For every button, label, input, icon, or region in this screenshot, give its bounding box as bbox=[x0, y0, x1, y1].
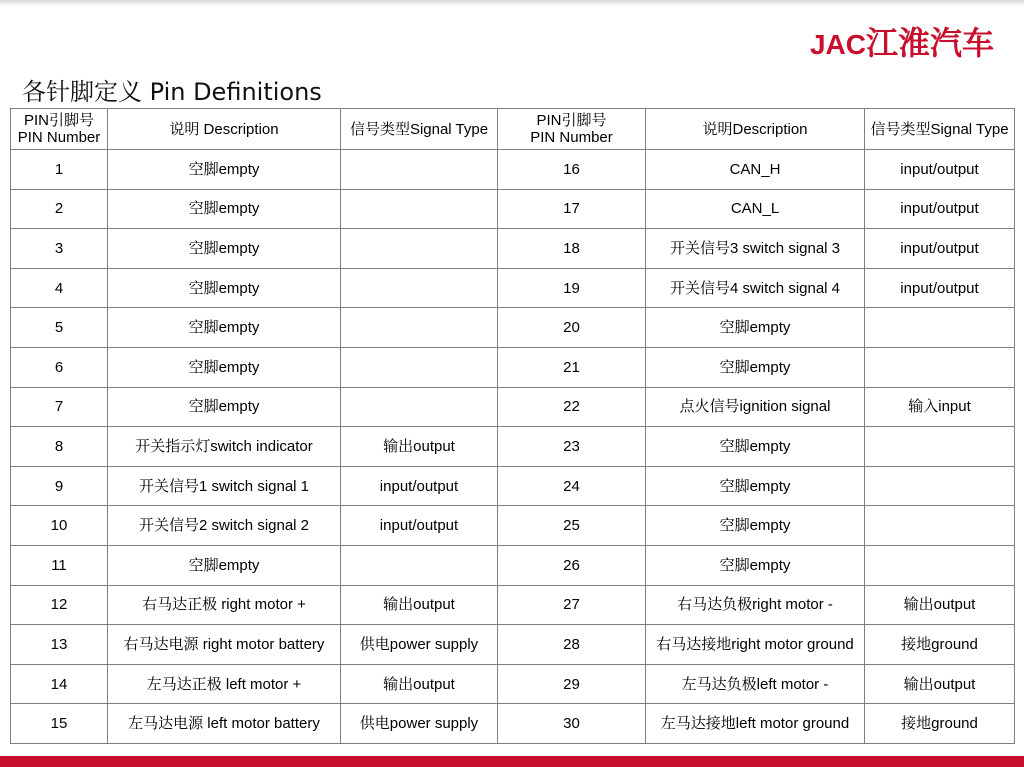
table-cell: 输出output bbox=[341, 585, 498, 625]
table-cell: 3 bbox=[11, 229, 108, 269]
table-cell: 开关信号2 switch signal 2 bbox=[108, 506, 341, 546]
table-cell: 空脚empty bbox=[108, 308, 341, 348]
table-cell bbox=[341, 229, 498, 269]
table-cell: 供电power supply bbox=[341, 704, 498, 744]
table-cell: 16 bbox=[498, 150, 646, 190]
table-row bbox=[11, 347, 1015, 387]
table-cell: 28 bbox=[498, 625, 646, 665]
table-cell: input/output bbox=[865, 229, 1015, 269]
table-cell: 点火信号ignition signal bbox=[646, 387, 865, 427]
table-cell: 30 bbox=[498, 704, 646, 744]
table-cell bbox=[341, 308, 498, 348]
table-cell: 1 bbox=[11, 150, 108, 190]
brand-logo bbox=[810, 18, 994, 64]
table-row bbox=[11, 466, 1015, 506]
table-cell: 4 bbox=[11, 268, 108, 308]
table-cell: input/output bbox=[341, 506, 498, 546]
table-cell: 27 bbox=[498, 585, 646, 625]
page-title: 各针脚定义 Pin Definitions bbox=[22, 78, 322, 106]
table-cell: 6 bbox=[11, 347, 108, 387]
table-cell: 空脚empty bbox=[646, 506, 865, 546]
table-cell: 空脚empty bbox=[108, 387, 341, 427]
table-cell: 空脚empty bbox=[646, 466, 865, 506]
table-cell bbox=[341, 150, 498, 190]
column-header bbox=[11, 109, 108, 150]
column-header-line1: 信号类型Signal Type bbox=[349, 120, 489, 138]
table-header-row bbox=[11, 109, 1015, 150]
table-cell: 空脚empty bbox=[646, 427, 865, 467]
table-cell: CAN_L bbox=[646, 189, 865, 229]
table-cell: 13 bbox=[11, 625, 108, 665]
table-cell: 24 bbox=[498, 466, 646, 506]
table-cell: 左马达负极left motor - bbox=[646, 664, 865, 704]
column-header bbox=[865, 109, 1015, 150]
table-cell: 接地ground bbox=[865, 704, 1015, 744]
table-cell: 17 bbox=[498, 189, 646, 229]
table-cell: 29 bbox=[498, 664, 646, 704]
table-cell: 空脚empty bbox=[108, 189, 341, 229]
table-cell bbox=[865, 506, 1015, 546]
table-row bbox=[11, 625, 1015, 665]
table-cell: 15 bbox=[11, 704, 108, 744]
table-cell: 左马达接地left motor ground bbox=[646, 704, 865, 744]
table-cell: 5 bbox=[11, 308, 108, 348]
table-cell: 12 bbox=[11, 585, 108, 625]
table-cell: input/output bbox=[865, 150, 1015, 190]
table-cell: 空脚empty bbox=[108, 150, 341, 190]
table-cell bbox=[865, 347, 1015, 387]
table-cell bbox=[865, 308, 1015, 348]
table-cell: 14 bbox=[11, 664, 108, 704]
table-cell: input/output bbox=[341, 466, 498, 506]
table-cell bbox=[341, 347, 498, 387]
table-cell: 11 bbox=[11, 545, 108, 585]
table-row bbox=[11, 308, 1015, 348]
table-row bbox=[11, 506, 1015, 546]
table-row bbox=[11, 387, 1015, 427]
table-cell bbox=[865, 466, 1015, 506]
table-row bbox=[11, 545, 1015, 585]
brand-chinese: 江淮汽车 bbox=[865, 24, 994, 62]
table-cell bbox=[865, 427, 1015, 467]
table-cell: 25 bbox=[498, 506, 646, 546]
table-cell: 左马达电源 left motor battery bbox=[108, 704, 341, 744]
table-cell: 左马达正极 left motor + bbox=[108, 664, 341, 704]
table-row bbox=[11, 664, 1015, 704]
table-cell: input/output bbox=[865, 189, 1015, 229]
table-cell bbox=[341, 387, 498, 427]
column-header-line1: 说明Description bbox=[702, 120, 808, 138]
table-cell: 供电power supply bbox=[341, 625, 498, 665]
table-cell: 输出output bbox=[341, 664, 498, 704]
table-cell: 右马达负极right motor - bbox=[646, 585, 865, 625]
column-header bbox=[646, 109, 865, 150]
top-rule bbox=[0, 0, 1024, 6]
bottom-bar bbox=[0, 756, 1024, 767]
column-header bbox=[498, 109, 646, 150]
table-cell: 输出output bbox=[341, 427, 498, 467]
table-cell: CAN_H bbox=[646, 150, 865, 190]
table-cell: 输出output bbox=[865, 585, 1015, 625]
column-header bbox=[341, 109, 498, 150]
table-cell: 开关信号3 switch signal 3 bbox=[646, 229, 865, 269]
table-cell: 空脚empty bbox=[108, 545, 341, 585]
column-header-line1: 说明 Description bbox=[169, 120, 279, 138]
table-cell: 22 bbox=[498, 387, 646, 427]
table-cell: 21 bbox=[498, 347, 646, 387]
table-cell: 空脚empty bbox=[646, 545, 865, 585]
brand-latin: JAC bbox=[809, 29, 866, 60]
table-cell bbox=[865, 545, 1015, 585]
table-cell: 空脚empty bbox=[108, 347, 341, 387]
table-row bbox=[11, 585, 1015, 625]
table-row bbox=[11, 189, 1015, 229]
table-row bbox=[11, 229, 1015, 269]
table-cell: 右马达接地right motor ground bbox=[646, 625, 865, 665]
table-row bbox=[11, 150, 1015, 190]
table-cell bbox=[341, 189, 498, 229]
table-body bbox=[11, 150, 1015, 744]
table-cell: 空脚empty bbox=[108, 268, 341, 308]
column-header-line2: PIN Number bbox=[17, 129, 101, 146]
table-cell: 空脚empty bbox=[646, 308, 865, 348]
table-cell: 开关信号1 switch signal 1 bbox=[108, 466, 341, 506]
table-cell: 10 bbox=[11, 506, 108, 546]
table-cell: input/output bbox=[865, 268, 1015, 308]
column-header-line2: PIN Number bbox=[530, 129, 613, 146]
table-cell: 19 bbox=[498, 268, 646, 308]
table-cell: 开关信号4 switch signal 4 bbox=[646, 268, 865, 308]
table-row bbox=[11, 704, 1015, 744]
table-cell bbox=[341, 268, 498, 308]
table-cell: 输入input bbox=[865, 387, 1015, 427]
pin-definition-table bbox=[10, 108, 1015, 744]
table-cell: 空脚empty bbox=[108, 229, 341, 269]
table-cell: 开关指示灯switch indicator bbox=[108, 427, 341, 467]
column-header bbox=[108, 109, 341, 150]
table-cell: 接地ground bbox=[865, 625, 1015, 665]
table-cell: 9 bbox=[11, 466, 108, 506]
table-cell: 右马达正极 right motor + bbox=[108, 585, 341, 625]
table-cell: 8 bbox=[11, 427, 108, 467]
table-cell: 空脚empty bbox=[646, 347, 865, 387]
table-cell: 7 bbox=[11, 387, 108, 427]
table-cell: 23 bbox=[498, 427, 646, 467]
column-header-line1: 信号类型Signal Type bbox=[870, 120, 1009, 138]
table-cell: 20 bbox=[498, 308, 646, 348]
column-header-line1: PIN引脚号 bbox=[23, 112, 94, 129]
table-cell: 输出output bbox=[865, 664, 1015, 704]
table-row bbox=[11, 427, 1015, 467]
table-cell: 18 bbox=[498, 229, 646, 269]
table-row bbox=[11, 268, 1015, 308]
column-header-line1: PIN引脚号 bbox=[536, 112, 607, 129]
table-cell: 26 bbox=[498, 545, 646, 585]
table-cell: 2 bbox=[11, 189, 108, 229]
table-cell: 右马达电源 right motor battery bbox=[108, 625, 341, 665]
table-cell bbox=[341, 545, 498, 585]
